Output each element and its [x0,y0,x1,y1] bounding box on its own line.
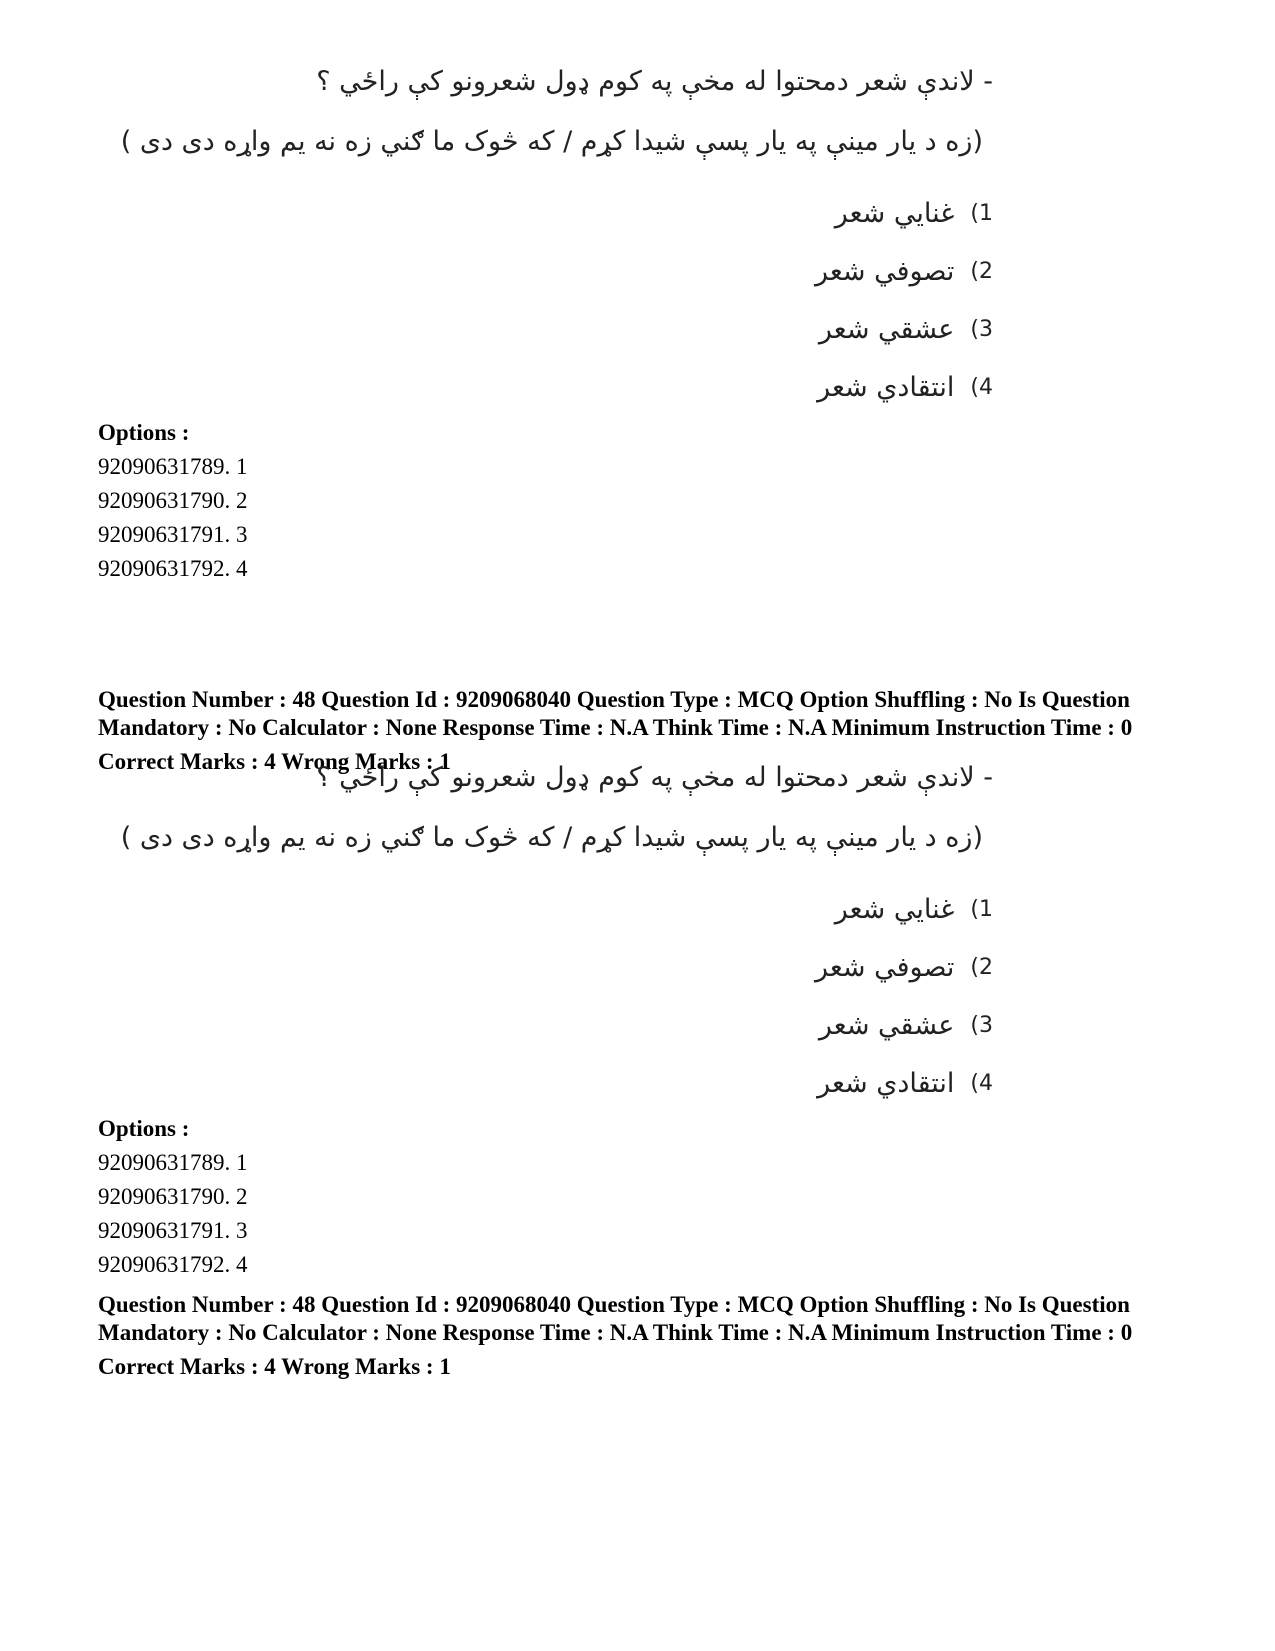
choice-number: 2) [970,954,993,980]
choice-number: 3) [970,1012,993,1038]
option-item: 92090631790. 2 [98,488,248,513]
question-meta [98,1291,1138,1381]
choice-text: غنايي شعر [834,893,955,925]
choice-text: تصوفي شعر [814,951,955,983]
choice-text: انتقادي شعر [817,371,955,403]
option-item: 92090631789. 1 [98,1150,248,1175]
answer-choices [815,880,993,1112]
answer-choice [815,358,993,416]
question-meta-line: Question Number : 48 Question Id : 9209068040 Question Type : MCQ Option Shuffling : No Is Question Mandatory : No Calculator : None Response Time : N.A Think Time : N.A Minimum Instruction Time : 0 [98,1292,1133,1345]
answer-choice [815,184,993,242]
answer-choice [815,880,993,938]
choice-number: 1) [970,896,993,922]
option-item: 92090631792. 4 [98,1252,248,1277]
answer-choice [815,938,993,996]
choice-number: 4) [970,1070,993,1096]
choice-number: 3) [970,316,993,342]
choice-number: 1) [970,200,993,226]
choice-text: انتقادي شعر [817,1067,955,1099]
choice-text: غنايي شعر [834,197,955,229]
question-text-line-2: (زه د يار مينې په يار پسې شيدا کړم / که څوک ما ګني زه نه يم واړه دی دی ) [120,822,983,853]
options-list [98,1112,248,1282]
choice-text: تصوفي شعر [814,255,955,287]
option-item: 92090631792. 4 [98,556,248,581]
question-text-line-1: - لاندې شعر دمحتوا له مخې په کوم ډول شعرونو کې راځي ؟ [316,66,993,97]
answer-choice [815,1054,993,1112]
option-item: 92090631791. 3 [98,522,248,547]
option-item: 92090631789. 1 [98,454,248,479]
question-text-line-1: - لاندې شعر دمحتوا له مخې په کوم ډول شعرونو کې راځي ؟ [316,762,993,793]
choice-number: 2) [970,258,993,284]
choice-text: عشقي شعر [818,313,955,345]
question-marks: Correct Marks : 4 Wrong Marks : 1 [98,1354,451,1379]
question-meta-line: Question Number : 48 Question Id : 9209068040 Question Type : MCQ Option Shuffling : No Is Question Mandatory : No Calculator : None Response Time : N.A Think Time : N.A Minimum Instruction Time : 0 [98,687,1133,740]
option-item: 92090631790. 2 [98,1184,248,1209]
choice-number: 4) [970,374,993,400]
answer-choices [815,184,993,416]
question-text-line-2: (زه د يار مينې په يار پسې شيدا کړم / که څوک ما ګني زه نه يم واړه دی دی ) [120,126,983,157]
question-marks: Correct Marks : 4 Wrong Marks : 1 [98,749,451,774]
answer-choice [815,242,993,300]
options-label: Options : [98,1116,190,1141]
options-label: Options : [98,420,190,445]
option-item: 92090631791. 3 [98,1218,248,1243]
answer-choice [815,996,993,1054]
choice-text: عشقي شعر [818,1009,955,1041]
options-list [98,416,248,586]
answer-choice [815,300,993,358]
